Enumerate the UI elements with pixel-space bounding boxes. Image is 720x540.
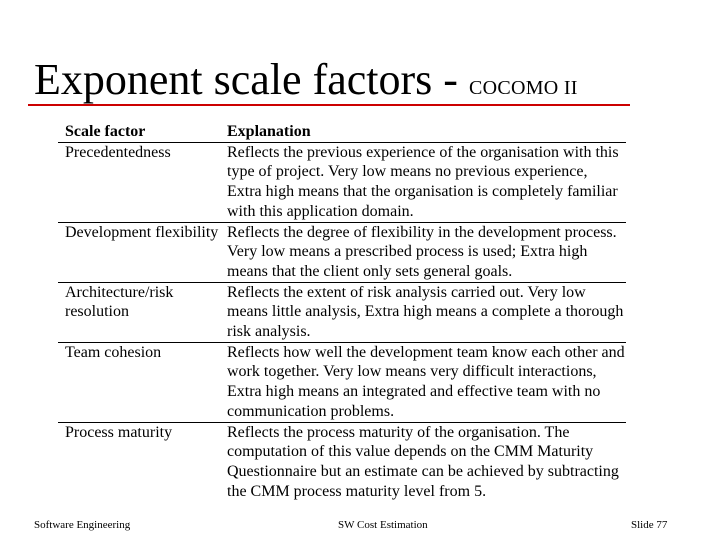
scale-factor-table	[58, 122, 626, 501]
slide-title-main: Exponent scale factors -	[34, 55, 469, 104]
row-explanation: Reflects the process maturity of the organisation. The computation of this value depends on the CMM Maturity Questionnaire but an estimate can be achieved by subtracting the CMM process maturity level from 5.	[227, 423, 619, 500]
row-explanation: Reflects how well the development team know each other and work together. Very low means very difficult interactions, Extra high means an integrated and effective team with no communication problems.	[220, 342, 626, 422]
row-explanation: Reflects the extent of risk analysis carried out. Very low means little analysis, Extra high means a complete a thorough risk analysis.	[220, 282, 626, 342]
table-header-row	[58, 122, 626, 142]
row-factor: Development flexibility	[58, 222, 220, 282]
row-factor: Precedentedness	[58, 142, 220, 222]
table-row	[58, 222, 626, 282]
footer-course: Software Engineering	[34, 519, 131, 531]
slide-title-sub: COCOMO II	[468, 77, 578, 99]
row-factor: Team cohesion	[58, 342, 220, 422]
footer-topic: SW Cost Estimation	[338, 519, 428, 531]
table-row	[58, 282, 626, 342]
title-divider	[28, 104, 630, 106]
header-explanation: Explanation	[220, 122, 626, 142]
table-row	[58, 422, 626, 501]
row-explanation: Reflects the degree of flexibility in the development process. Very low means a prescribed process is used; Extra high means that the client only sets general goals.	[220, 222, 626, 282]
footer-slide-number: Slide 77	[631, 519, 668, 531]
table-row	[58, 342, 626, 422]
row-explanation: Reflects the previous experience of the organisation with this type of project. Very low means no previous experience, Extra high means that the organisation is completely familiar with this application domain.	[220, 142, 626, 222]
row-factor: Process maturity	[65, 423, 173, 441]
header-scale-factor: Scale factor	[58, 122, 220, 142]
row-factor: Architecture/risk resolution	[58, 282, 220, 342]
table-row	[58, 142, 626, 222]
